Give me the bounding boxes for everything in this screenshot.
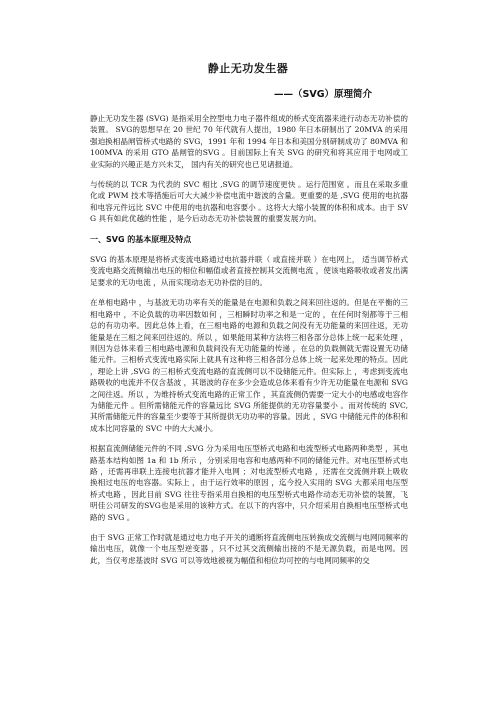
page-title: 静止无功发生器 xyxy=(207,62,289,75)
intro-paragraph-1: 静止无功发生器 (SVG) 是指采用全控型电力电子器件组成的桥式变流器来进行动态无功补偿的装置。 SVG的思想早在 20 世纪 70 年代就有人提出，1980 年日本研制出了 20MVA 的采用强迫换相晶闸管桥式电路的 SVG，1991 年和 1994 年日本和美国分别研制成功了 80MVA 和 100MVA 的采用 GTO 晶闸管的SVG 。目前国际上有关 SVG 的研究和将其应用于电网或工业实际的兴趣正是方兴未艾， 国内有关的研究也已见诸报道。 xyxy=(90,114,408,169)
page-subtitle: ——（SVG）原理简介 xyxy=(274,89,372,100)
intro-paragraph-2: 与传统的以 TCR 为代表的 SVC 相比 ,SVG 的调节速度更快 。运行范围宽 。而且在采取多重化或 PWM 技术等措施后可大大减少补偿电流中谐波的含量。更重要的是 ,SVG 使用的电抗器和电容元件远比 SVC 中使用的电抗器和电容要小 。这将大大缩小装置的体积和成本。由于 SVG 具有如此优越的性能 ，是今后动态无功补偿装置的重要发展方向。 xyxy=(90,180,408,224)
section1-paragraph-4: 由于 SVG 正常工作时就是通过电力电子开关的通断将直流侧电压转换成交流侧与电网同频率的输出电压，就像一个电压型逆变器 ，只不过其交流侧输出接的不是无源负载，而是电网。因此，当仅考虑基波时 SVG 可以等效地被视为幅值和相位均可控的与电网同频率的交 xyxy=(90,533,408,565)
section1-paragraph-1: SVG 的基本原理是将桥式变流电路通过电抗器并联（ 或直接并联 ）在电网上， 适当调节桥式变流电路交流侧输出电压的相位和幅值或者直接控制其交流侧电流 ，使该电路吸收或者发出满足要求的无功电流 ，从而实现动态无功补偿的目的。 xyxy=(90,255,408,287)
section1-paragraph-2: 在单相电路中 ，与基波无功功率有关的能量是在电源和负载之间来回往返的。但是在平衡的三相电路中 ，不论负载的功率因数如何 ，三相瞬时功率之和是一定的 ，在任何时刻都等于三相总的有功功率。因此总体上看，在三相电路的电源和负载之间没有无功能量的来回往返，无功能量是在三相之间来回往返的。所以 ，如果能用某种方法将三相各部分总体上统一起来处理 ，则因为总体来看三相电路电源和负载间没有无功能量的传递 ，在总的负载侧就无需设置无功储能元件。三相桥式变流电路实际上就具有这种将三相各部分总体上统一起来处理的特点。因此 ，理论上讲 ,SVG 的三相桥式变流电路的直流侧可以不设储能元件。但实际上 ，考虑到变流电路吸收的电流并不仅含基波 ，其谐波的存在多少会造成总体来看有少许无功能量在电源和 SVG 之间往返。所以 ，为维持桥式变流电路的正常工作 ，其直流侧仍需要一定大小的电感或电容作为储能元件 。但所需储能元件的容量远比 SVG 所能提供的无功容量要小 。而对传统的 SVC, 其所需储能元件的容量至少要等于其所提供无功功率的容量。因此 ，SVG 中储能元件的体积和成本比同容量的 SVC 中的大大减小。 xyxy=(90,298,408,433)
section1-paragraph-3: 根据直流侧储能元件的不同 ,SVG 分为采用电压型桥式电路和电流型桥式电路两种类型 ，其电路基本结构如图 1a 和 1b 所示 ，分别采用电容和电感两种不同的储能元件。对电压型桥式电路 ，还需再串联上连接电抗器才能并入电网 ；对电流型桥式电路 ，还需在交流侧并联上吸收换相过电压的电容器。实际上 ，由于运行效率的原因 ，迄今投入实用的 SVG 大都采用电压型桥式电路 ，因此目前 SVG 往往专指采用自换相的电压型桥式电路作动态无功补偿的装置，飞明佳公司研发的SVG也是采用的该种方式。在以下的内容中，只介绍采用自换相电压型桥式电路的 SVG 。 xyxy=(90,444,408,522)
document-body xyxy=(90,113,408,575)
section-heading-1: 一、SVG 的基本原理及特点 xyxy=(90,234,192,244)
